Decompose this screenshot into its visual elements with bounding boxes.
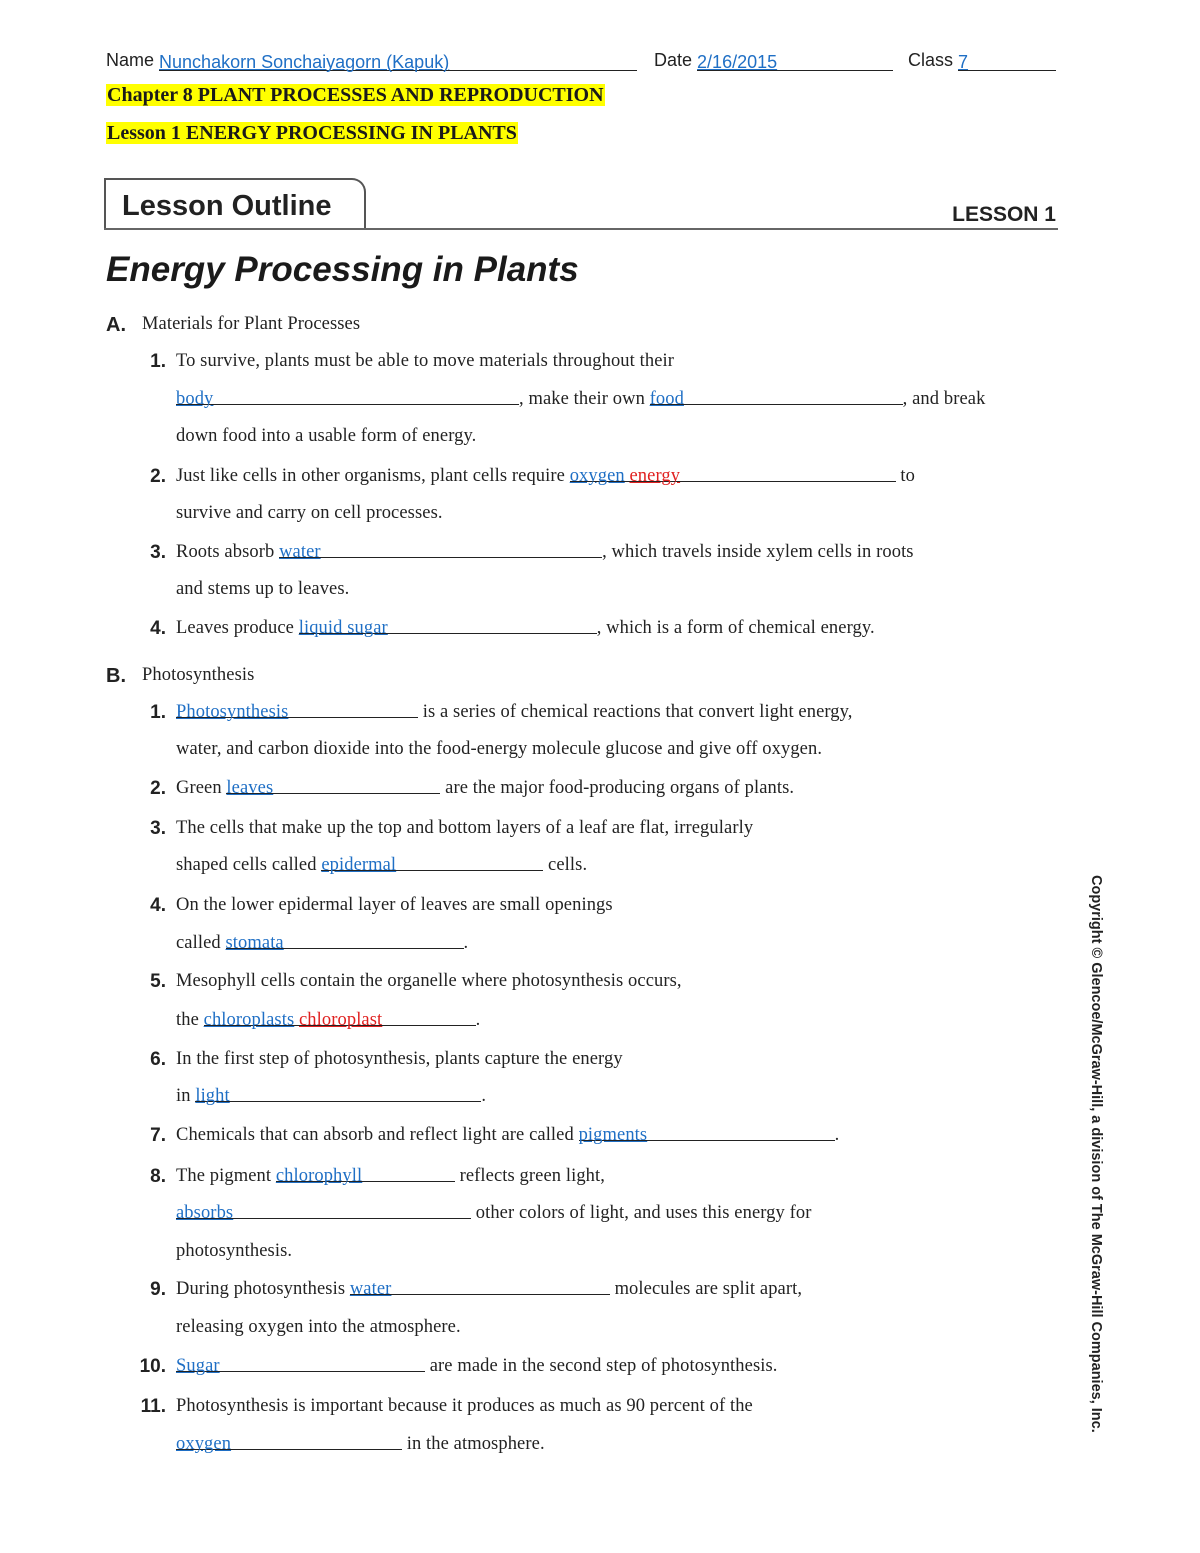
a1-line2	[176, 389, 985, 410]
item-number: 6.	[150, 1049, 166, 1070]
b11-line1: Photosynthesis is important because it produces as much as 90 percent of the	[176, 1396, 753, 1416]
b3-text2: shaped cells called	[176, 855, 322, 875]
answer-blank[interactable]	[176, 1434, 402, 1454]
b5-text3: .	[475, 1010, 481, 1030]
item-number: 2.	[150, 466, 166, 487]
answer-stomata: stomata	[225, 933, 284, 953]
a1-line3: down food into a usable form of energy.	[176, 426, 477, 446]
answer-blank[interactable]	[279, 542, 602, 562]
a2-line2: survive and carry on cell processes.	[176, 503, 443, 523]
class-field[interactable]	[958, 52, 1056, 71]
b3-line1: The cells that make up the top and bottom layers of a leaf are flat, irregularly	[176, 818, 754, 838]
class-row	[908, 50, 1056, 71]
b4-line2	[176, 933, 468, 954]
b6-text2: in	[176, 1086, 196, 1106]
b4-text3: .	[463, 933, 469, 953]
b11-line2	[176, 1434, 545, 1455]
banner-rule	[104, 228, 1058, 230]
a1-line1: To survive, plants must be able to move materials throughout their	[176, 351, 675, 371]
lesson-heading-text: Lesson 1 ENERGY PROCESSING IN PLANTS	[107, 122, 517, 144]
section-b-letter: B.	[106, 665, 126, 687]
b7-line1	[176, 1125, 839, 1146]
item-number: 2.	[150, 778, 166, 799]
chapter-heading-text: Chapter 8 PLANT PROCESSES AND REPRODUCTION	[107, 84, 604, 106]
answer-absorbs: absorbs	[176, 1203, 234, 1223]
a4-line1	[176, 618, 875, 639]
b9-line2: releasing oxygen into the atmosphere.	[176, 1317, 461, 1337]
answer-food: food	[649, 389, 684, 409]
answer-liquid-sugar: liquid sugar	[298, 618, 388, 638]
item-number: 7.	[150, 1125, 166, 1146]
date-label: Date	[654, 50, 693, 70]
answer-chloroplasts: chloroplasts	[203, 1010, 295, 1030]
b6-line1: In the first step of photosynthesis, plants capture the energy	[176, 1049, 623, 1069]
lesson-outline-title: Lesson Outline	[122, 190, 332, 222]
answer-blank[interactable]	[176, 702, 418, 722]
a3-line1	[176, 542, 914, 563]
b6-line2	[176, 1086, 486, 1107]
name-value: Nunchakorn Sonchaiyagorn (Kapuk)	[159, 52, 450, 72]
copyright-notice: Copyright © Glencoe/McGraw-Hill, a division of The McGraw-Hill Companies, Inc.	[1088, 875, 1104, 1433]
item-number: 1.	[150, 351, 166, 372]
class-label: Class	[908, 50, 954, 70]
b9-line1	[176, 1279, 802, 1300]
answer-blank[interactable]	[226, 778, 440, 798]
lesson-outline-banner	[104, 178, 1058, 230]
correction-energy: energy	[629, 466, 681, 486]
answer-blank[interactable]	[176, 1203, 471, 1223]
answer-oxygen-b11: oxygen	[176, 1434, 232, 1454]
page-title: Energy Processing in Plants	[106, 250, 579, 289]
answer-blank[interactable]	[321, 855, 543, 875]
b8-text2: reflects green light,	[454, 1166, 605, 1186]
section-b-heading: Photosynthesis	[142, 665, 255, 685]
b5-text2: the	[176, 1010, 204, 1030]
item-number: 10.	[139, 1356, 166, 1377]
b10-line1	[176, 1356, 778, 1377]
answer-water-b9: water	[349, 1279, 392, 1299]
b1-line2: water, and carbon dioxide into the food-energy molecule glucose and give off oxygen.	[176, 739, 823, 759]
b5-line1: Mesophyll cells contain the organelle where photosynthesis occurs,	[176, 971, 682, 991]
answer-blank[interactable]	[195, 1086, 481, 1106]
b2-line1	[176, 778, 794, 799]
item-number: 4.	[150, 618, 166, 639]
b8-text3: other colors of light, and uses this energy for	[471, 1203, 812, 1223]
name-label: Name	[106, 50, 155, 70]
a3-line2: and stems up to leaves.	[176, 579, 350, 599]
name-field[interactable]	[159, 52, 637, 71]
a4-text1: Leaves produce	[176, 618, 299, 638]
answer-blank[interactable]	[176, 1356, 425, 1376]
a2-text2: to	[895, 466, 916, 486]
date-row	[654, 50, 893, 71]
answer-light: light	[195, 1086, 230, 1106]
answer-body: body	[176, 389, 214, 409]
answer-blank[interactable]	[349, 1279, 610, 1299]
answer-blank[interactable]	[649, 389, 903, 409]
item-number: 3.	[150, 818, 166, 839]
a2-text1: Just like cells in other organisms, plant cells require	[176, 466, 570, 486]
answer-oxygen: oxygen	[569, 466, 625, 486]
answer-blank[interactable]	[298, 618, 597, 638]
answer-chlorophyll: chlorophyll	[275, 1166, 363, 1186]
item-number: 4.	[150, 895, 166, 916]
b11-text2: in the atmosphere.	[402, 1434, 545, 1454]
class-value: 7	[958, 52, 969, 72]
b8-line2	[176, 1203, 811, 1224]
b7-text1: Chemicals that can absorb and reflect light are called	[176, 1125, 579, 1145]
answer-blank[interactable]	[225, 933, 464, 953]
answer-photosynthesis: Photosynthesis	[176, 702, 289, 722]
answer-blank[interactable]	[569, 466, 896, 486]
b3-line2	[176, 855, 587, 876]
b3-text3: cells.	[543, 855, 588, 875]
b2-text2: are the major food-producing organs of plants.	[440, 778, 795, 798]
lesson-outline-tab	[104, 178, 366, 230]
b1-text1: is a series of chemical reactions that convert light energy,	[418, 702, 853, 722]
answer-blank[interactable]	[578, 1125, 835, 1145]
b9-text1: During photosynthesis	[176, 1279, 350, 1299]
answer-sugar: Sugar	[176, 1356, 220, 1376]
name-row	[106, 50, 637, 71]
lesson-heading	[106, 122, 518, 145]
b4-text2: called	[176, 933, 226, 953]
item-number: 11.	[140, 1396, 166, 1417]
answer-pigments: pigments	[578, 1125, 648, 1145]
answer-leaves: leaves	[226, 778, 274, 798]
b5-line2	[176, 1010, 480, 1031]
item-number: 9.	[150, 1279, 166, 1300]
b8-line1	[176, 1166, 605, 1187]
a3-text2: , which travels inside xylem cells in roots	[602, 542, 914, 562]
lesson-tag: LESSON 1	[952, 203, 1056, 226]
item-number: 3.	[150, 542, 166, 563]
b6-text3: .	[481, 1086, 487, 1106]
answer-epidermal: epidermal	[321, 855, 397, 875]
a4-text2: , which is a form of chemical energy.	[596, 618, 875, 638]
b10-text1: are made in the second step of photosynthesis.	[425, 1356, 778, 1376]
a3-text1: Roots absorb	[176, 542, 280, 562]
b9-text2: molecules are split apart,	[609, 1279, 803, 1299]
item-number: 1.	[150, 702, 166, 723]
b8-line3: photosynthesis.	[176, 1241, 293, 1261]
a1-text3: , and break	[902, 389, 986, 409]
b8-text1: The pigment	[176, 1166, 276, 1186]
b4-line1: On the lower epidermal layer of leaves are small openings	[176, 895, 613, 915]
answer-blank[interactable]	[203, 1010, 476, 1030]
section-a-letter: A.	[106, 314, 126, 336]
item-number: 8.	[150, 1166, 166, 1187]
answer-blank[interactable]	[275, 1166, 455, 1186]
item-number: 5.	[150, 971, 166, 992]
a1-text2: , make their own	[519, 389, 650, 409]
b7-text2: .	[834, 1125, 840, 1145]
a2-line1	[176, 466, 915, 487]
date-field[interactable]	[697, 52, 893, 71]
answer-water: water	[279, 542, 321, 562]
date-value: 2/16/2015	[697, 52, 778, 72]
section-a-heading: Materials for Plant Processes	[142, 314, 361, 334]
b2-text1: Green	[176, 778, 227, 798]
chapter-heading	[106, 84, 605, 107]
answer-blank[interactable]	[176, 389, 519, 409]
correction-chloroplast: chloroplast	[298, 1010, 383, 1030]
b1-line1	[176, 702, 853, 723]
